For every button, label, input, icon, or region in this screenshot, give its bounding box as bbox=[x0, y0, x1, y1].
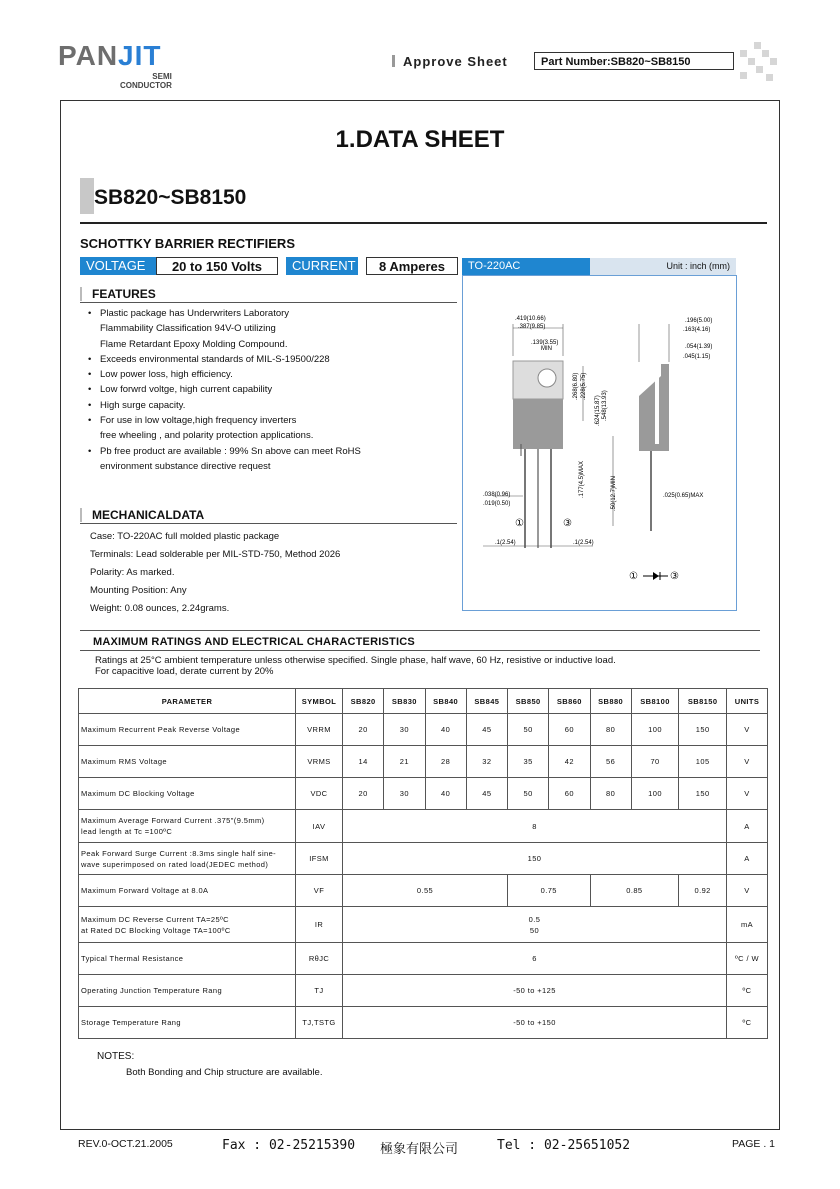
ratings-note-1: Ratings at 25°C ambient temperature unless otherwise specified. Single phase, half wave, 60 Hz, resistive or inductive load. bbox=[95, 655, 616, 666]
param-cell bbox=[79, 907, 296, 943]
symbol-cell: TJ bbox=[296, 975, 343, 1007]
param-cell: Maximum Recurrent Peak Reverse Voltage bbox=[79, 714, 296, 746]
feature-item: environment substance directive request bbox=[100, 460, 271, 472]
dim-2: .387(9.85) bbox=[518, 324, 546, 330]
dim-15: .019(0.50) bbox=[483, 501, 511, 507]
symbol-cell: TJ,TSTG bbox=[296, 1007, 343, 1039]
logo-jit: JIT bbox=[118, 40, 162, 71]
dim-14: .038(0.96) bbox=[483, 492, 511, 498]
table-row bbox=[79, 975, 768, 1007]
header-cell: UNITS bbox=[727, 689, 768, 714]
value-cell: 30 bbox=[384, 714, 425, 746]
header-cell: SB850 bbox=[508, 689, 549, 714]
value-cell: 0.55 bbox=[343, 875, 508, 907]
param-cell: Maximum Forward Voltage at 8.0A bbox=[79, 875, 296, 907]
approve-sheet-label: Approve Sheet bbox=[392, 54, 508, 69]
divider bbox=[80, 222, 767, 224]
mech-item: Polarity: As marked. bbox=[90, 567, 175, 578]
table-row bbox=[79, 714, 768, 746]
value-cell: 28 bbox=[425, 746, 466, 778]
value-cell: 70 bbox=[631, 746, 679, 778]
part-number-box: Part Number:SB820~SB8150 bbox=[534, 52, 734, 70]
table-row bbox=[79, 746, 768, 778]
table-header-row bbox=[79, 689, 768, 714]
logo-semi: SEMI bbox=[152, 72, 172, 81]
features-list bbox=[88, 306, 458, 474]
unit-cell: V bbox=[727, 875, 768, 907]
logo-subtext bbox=[120, 72, 172, 90]
dim-16: .025(0.65)MAX bbox=[663, 493, 704, 499]
symbol-cell: IR bbox=[296, 907, 343, 943]
logo-pan: PAN bbox=[58, 40, 119, 71]
header-cell: PARAMETER bbox=[79, 689, 296, 714]
features-title: FEATURES bbox=[80, 287, 156, 301]
value-cell: 8 bbox=[343, 810, 727, 843]
feature-item: • Low forwrd voltge, high current capability bbox=[88, 382, 458, 397]
unit-cell: A bbox=[727, 810, 768, 843]
feature-item: • Plastic package has Underwriters Laboratory bbox=[88, 306, 458, 321]
package-drawing-box bbox=[462, 275, 737, 611]
dim-9: .228(5.75) bbox=[581, 372, 587, 400]
subtitle: SCHOTTKY BARRIER RECTIFIERS bbox=[80, 236, 295, 251]
value-cell: 6 bbox=[343, 943, 727, 975]
feature-item: Flammability Classification 94V-O utilizing bbox=[100, 323, 276, 335]
current-label: CURRENT bbox=[286, 257, 358, 275]
dim-10: .624(15.87) bbox=[595, 395, 601, 426]
dim-13: .50(12.7)MIN bbox=[611, 475, 617, 511]
header-cell: SB8150 bbox=[679, 689, 727, 714]
value-cell bbox=[343, 907, 727, 943]
param-cell bbox=[79, 843, 296, 875]
header-cell: SB880 bbox=[590, 689, 631, 714]
symbol-cell: VRRM bbox=[296, 714, 343, 746]
param-cell: Operating Junction Temperature Rang bbox=[79, 975, 296, 1007]
param-line-2: wave superimposed on rated load(JEDEC method) bbox=[81, 859, 269, 869]
value-line-1: 0.5 bbox=[528, 914, 541, 924]
value-cell: 40 bbox=[425, 714, 466, 746]
mech-item: Terminals: Lead solderable per MIL-STD-750, Method 2026 bbox=[90, 549, 341, 560]
unit-cell: ºC / W bbox=[727, 943, 768, 975]
feature-item: free wheeling , and polarity protection applications. bbox=[100, 430, 314, 442]
value-cell: 14 bbox=[343, 746, 384, 778]
unit-cell: V bbox=[727, 778, 768, 810]
value-cell: 150 bbox=[343, 843, 727, 875]
feature-item: Flame Retardant Epoxy Molding Compound. bbox=[100, 338, 288, 350]
param-line-1: Maximum Average Forward Current .375"(9.5mm) bbox=[81, 816, 265, 825]
max-top-divider bbox=[80, 630, 760, 631]
value-cell: 100 bbox=[631, 778, 679, 810]
unit-cell: V bbox=[727, 746, 768, 778]
value-cell: 40 bbox=[425, 778, 466, 810]
package-drawing bbox=[463, 276, 736, 610]
unit-cell: ºC bbox=[727, 1007, 768, 1039]
feature-item: • High surge capacity. bbox=[88, 398, 458, 413]
dim-5: .163(4.16) bbox=[683, 327, 711, 333]
feature-item: • Low power loss, high efficiency. bbox=[88, 367, 458, 382]
value-cell: -50 to +150 bbox=[343, 1007, 727, 1039]
param-cell: Storage Temperature Rang bbox=[79, 1007, 296, 1039]
tel: Tel : 02-25651052 bbox=[497, 1138, 631, 1153]
param-line-1: Maximum DC Reverse Current TA=25ºC bbox=[81, 914, 229, 924]
pin-1-label: ① bbox=[515, 518, 524, 529]
value-line-2: 50 bbox=[529, 925, 540, 935]
value-cell: 35 bbox=[508, 746, 549, 778]
dim-11: .548(13.93) bbox=[602, 390, 608, 421]
value-cell: 100 bbox=[631, 714, 679, 746]
unit-cell: ºC bbox=[727, 975, 768, 1007]
header-cell: SB8100 bbox=[631, 689, 679, 714]
feature-item: • For use in low voltage,high frequency inverters bbox=[88, 413, 458, 428]
feature-item: • Pb free product are available : 99% Sn above can meet RoHS bbox=[88, 444, 458, 459]
value-cell: 21 bbox=[384, 746, 425, 778]
value-cell: 150 bbox=[679, 714, 727, 746]
features-divider bbox=[80, 302, 457, 303]
logo bbox=[58, 40, 162, 72]
ratings-note bbox=[95, 655, 616, 677]
dim-3b: MIN bbox=[541, 346, 552, 352]
value-cell: 32 bbox=[466, 746, 507, 778]
part-name-bar bbox=[80, 178, 94, 214]
table-row bbox=[79, 875, 768, 907]
value-cell: 0.85 bbox=[590, 875, 679, 907]
unit-cell: mA bbox=[727, 907, 768, 943]
mech-item: Case: TO-220AC full molded plastic package bbox=[90, 531, 280, 542]
table-row bbox=[79, 943, 768, 975]
symbol-cell: RθJC bbox=[296, 943, 343, 975]
dim-18: .1(2.54) bbox=[573, 540, 594, 546]
param-cell: Typical Thermal Resistance bbox=[79, 943, 296, 975]
dim-4: .196(5.00) bbox=[685, 318, 713, 324]
mech-divider bbox=[80, 523, 457, 524]
ratings-note-2: For capacitive load, derate current by 20% bbox=[95, 666, 274, 677]
value-cell: 56 bbox=[590, 746, 631, 778]
symbol-cell: VDC bbox=[296, 778, 343, 810]
value-cell: 0.75 bbox=[508, 875, 591, 907]
table-row bbox=[79, 778, 768, 810]
max-divider bbox=[80, 650, 760, 651]
header-cell: SB820 bbox=[343, 689, 384, 714]
page-title: 1.DATA SHEET bbox=[335, 126, 505, 153]
package-unit: Unit : inch (mm) bbox=[590, 258, 736, 275]
feature-item: • Exceeds environmental standards of MIL-S-19500/228 bbox=[88, 352, 458, 367]
ratings-table bbox=[78, 688, 768, 1039]
value-cell: 45 bbox=[466, 714, 507, 746]
table-row bbox=[79, 843, 768, 875]
dim-6: .054(1.39) bbox=[685, 344, 713, 350]
part-name: SB820~SB8150 bbox=[94, 186, 247, 209]
param-cell bbox=[79, 810, 296, 843]
dim-7: .045(1.15) bbox=[683, 354, 711, 360]
symbol-cell: VRMS bbox=[296, 746, 343, 778]
table-row bbox=[79, 907, 768, 943]
header-cell: SB840 bbox=[425, 689, 466, 714]
param-line-1: Peak Forward Surge Current :8.3ms single half sine- bbox=[81, 848, 277, 858]
notes-title: NOTES: bbox=[97, 1051, 135, 1062]
value-cell: 105 bbox=[679, 746, 727, 778]
header-cell: SB860 bbox=[549, 689, 590, 714]
param-cell: Maximum RMS Voltage bbox=[79, 746, 296, 778]
value-cell: 45 bbox=[466, 778, 507, 810]
dim-8: .268(6.80) bbox=[573, 372, 579, 400]
voltage-label: VOLTAGE bbox=[80, 257, 156, 275]
unit-cell: A bbox=[727, 843, 768, 875]
unit-cell: V bbox=[727, 714, 768, 746]
package-name: TO-220AC bbox=[462, 258, 590, 275]
value-cell: 150 bbox=[679, 778, 727, 810]
current-value: 8 Amperes bbox=[366, 257, 458, 275]
dim-3: .139(3.55) bbox=[531, 340, 559, 346]
header-cell: SB830 bbox=[384, 689, 425, 714]
notes-text: Both Bonding and Chip structure are available. bbox=[126, 1067, 323, 1078]
pin-3-label: ③ bbox=[563, 518, 572, 529]
logo-conductor: CONDUCTOR bbox=[120, 81, 172, 90]
header-cell: SB845 bbox=[466, 689, 507, 714]
param-line-2: at Rated DC Blocking Voltage TA=100ºC bbox=[81, 925, 231, 935]
symbol-cell: VF bbox=[296, 875, 343, 907]
symbol-cell: IAV bbox=[296, 810, 343, 843]
header-cell: SYMBOL bbox=[296, 689, 343, 714]
value-cell: 20 bbox=[343, 778, 384, 810]
company-name: 極象有限公司 bbox=[380, 1142, 459, 1157]
value-cell: 50 bbox=[508, 778, 549, 810]
param-cell: Maximum DC Blocking Voltage bbox=[79, 778, 296, 810]
revision: REV.0-OCT.21.2005 bbox=[78, 1138, 173, 1150]
value-cell: 80 bbox=[590, 714, 631, 746]
voltage-value: 20 to 150 Volts bbox=[156, 257, 278, 275]
fax: Fax : 02-25215390 bbox=[222, 1138, 356, 1153]
value-cell: 42 bbox=[549, 746, 590, 778]
table-row bbox=[79, 1007, 768, 1039]
value-cell: 20 bbox=[343, 714, 384, 746]
param-line-2: lead length at Tc =100ºC bbox=[81, 827, 173, 836]
value-cell: 0.92 bbox=[679, 875, 727, 907]
value-cell: -50 to +125 bbox=[343, 975, 727, 1007]
dim-17: .1(2.54) bbox=[495, 540, 516, 546]
diode-pin-3: ③ bbox=[670, 571, 679, 582]
table-row bbox=[79, 810, 768, 843]
value-cell: 60 bbox=[549, 778, 590, 810]
diode-pin-1: ① bbox=[629, 571, 638, 582]
dim-1: .419(10.66) bbox=[515, 316, 546, 322]
page-number: PAGE . 1 bbox=[732, 1138, 775, 1150]
max-ratings-title: MAXIMUM RATINGS AND ELECTRICAL CHARACTERISTICS bbox=[93, 636, 415, 648]
value-cell: 80 bbox=[590, 778, 631, 810]
symbol-cell: IFSM bbox=[296, 843, 343, 875]
value-cell: 50 bbox=[508, 714, 549, 746]
dim-12: .177(4.5)MAX bbox=[579, 460, 585, 498]
mech-list bbox=[90, 528, 340, 618]
decorative-squares bbox=[740, 42, 780, 82]
value-cell: 60 bbox=[549, 714, 590, 746]
mech-item: Weight: 0.08 ounces, 2.24grams. bbox=[90, 603, 230, 614]
mech-title: MECHANICALDATA bbox=[80, 508, 204, 522]
mech-item: Mounting Position: Any bbox=[90, 585, 187, 596]
value-cell: 30 bbox=[384, 778, 425, 810]
